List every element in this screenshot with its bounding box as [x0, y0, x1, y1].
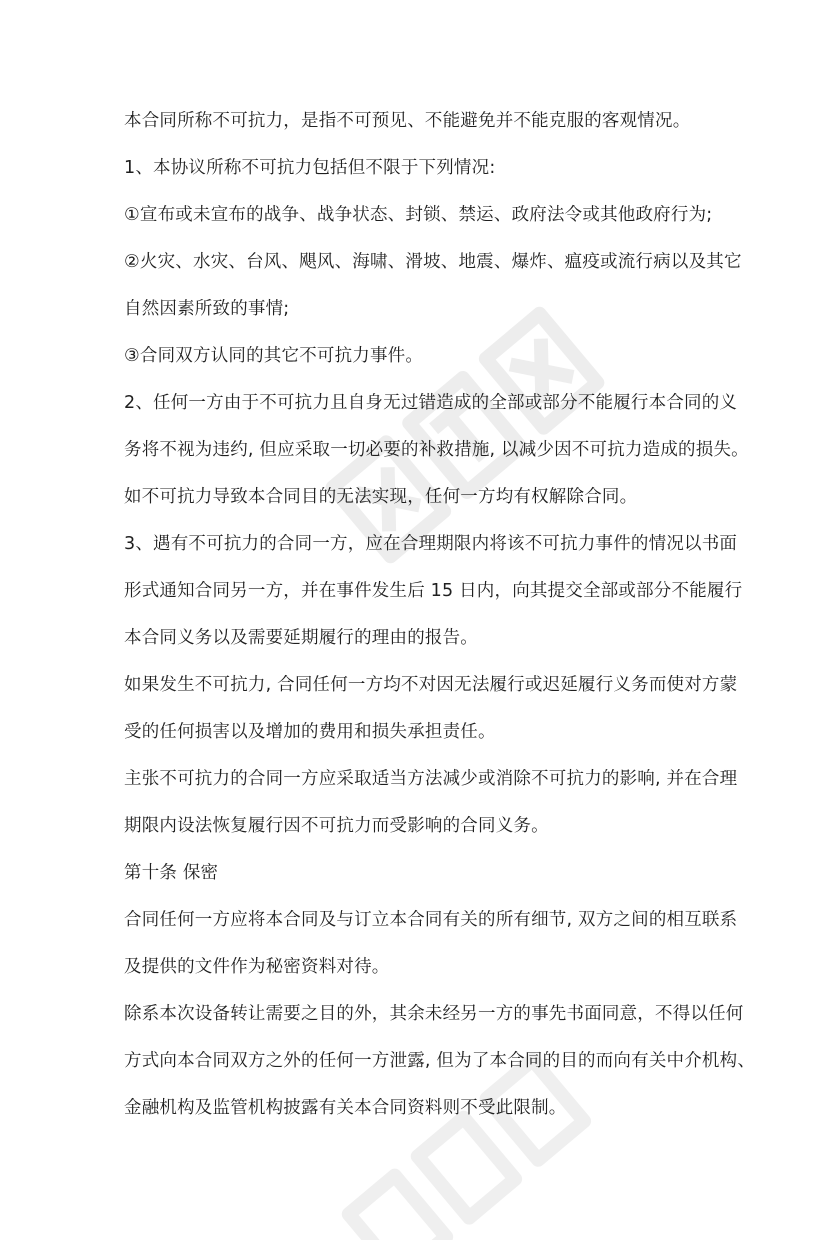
text-line: 1、本协议所称不可抗力包括但不限于下列情况:	[124, 158, 496, 178]
paragraph-item-2	[124, 250, 742, 321]
paragraph-clause-3	[124, 532, 743, 650]
paragraph-definition	[124, 109, 724, 133]
paragraph-liability	[124, 673, 738, 744]
paragraph-item-1	[124, 203, 724, 227]
text-line: 2、任何一方由于不可抗力且自身无过错造成的全部或部分不能履行本合同的义	[124, 393, 738, 413]
text-line: 合同任何一方应将本合同及与订立本合同有关的所有细节, 双方之间的相互联系	[124, 910, 738, 930]
section-heading-confidentiality	[124, 861, 724, 885]
paragraph-clause-2	[124, 391, 749, 509]
paragraph-item-3	[124, 344, 724, 368]
paragraph-confidentiality-2	[124, 1002, 756, 1120]
text-line: 金融机构及监管机构披露有关本合同资料则不受此限制。	[124, 1098, 567, 1118]
text-line: 自然因素所致的事情;	[124, 299, 290, 319]
text-line: ③合同双方认同的其它不可抗力事件。	[124, 346, 424, 366]
paragraph-confidentiality-1	[124, 908, 738, 979]
section-title: 第十条 保密	[124, 863, 219, 883]
text-line: 本合同所称不可抗力，是指不可预见、不能避免并不能克服的客观情况。	[124, 111, 691, 131]
text-line: ①宣布或未宣布的战争、战争状态、封锁、禁运、政府法令或其他政府行为;	[124, 205, 713, 225]
text-line: 如不可抗力导致本合同目的无法实现，任何一方均有权解除合同。	[124, 487, 638, 507]
text-line: 本合同义务以及需要延期履行的理由的报告。	[124, 628, 478, 648]
text-line: 3、遇有不可抗力的合同一方，应在合理期限内将该不可抗力事件的情况以书面	[124, 534, 738, 554]
text-line: ②火灾、水灾、台风、飓风、海啸、滑坡、地震、爆炸、瘟疫或流行病以及其它	[124, 252, 742, 272]
text-line: 除系本次设备转让需要之目的外，其余未经另一方的事先书面同意，不得以任何	[124, 1004, 744, 1024]
text-line: 受的任何损害以及增加的费用和损失承担责任。	[124, 722, 496, 742]
paragraph-clause-1	[124, 156, 724, 180]
text-line: 期限内设法恢复履行因不可抗力而受影响的合同义务。	[124, 816, 549, 836]
text-line: 如果发生不可抗力, 合同任何一方均不对因无法履行或迟延履行义务而使对方蒙	[124, 675, 738, 695]
text-line: 务将不视为违约, 但应采取一切必要的补救措施, 以减少因不可抗力造成的损失。	[124, 440, 749, 460]
text-line: 及提供的文件作为秘密资料对待。	[124, 957, 390, 977]
paragraph-mitigation	[124, 767, 738, 838]
document-body	[124, 109, 756, 1120]
text-line: 方式向本合同双方之外的任何一方泄露, 但为了本合同的目的而向有关中介机构、	[124, 1051, 756, 1071]
text-line: 形式通知合同另一方，并在事件发生后 15 日内，向其提交全部或部分不能履行	[124, 581, 743, 601]
text-line: 主张不可抗力的合同一方应采取适当方法减少或消除不可抗力的影响, 并在合理	[124, 769, 738, 789]
